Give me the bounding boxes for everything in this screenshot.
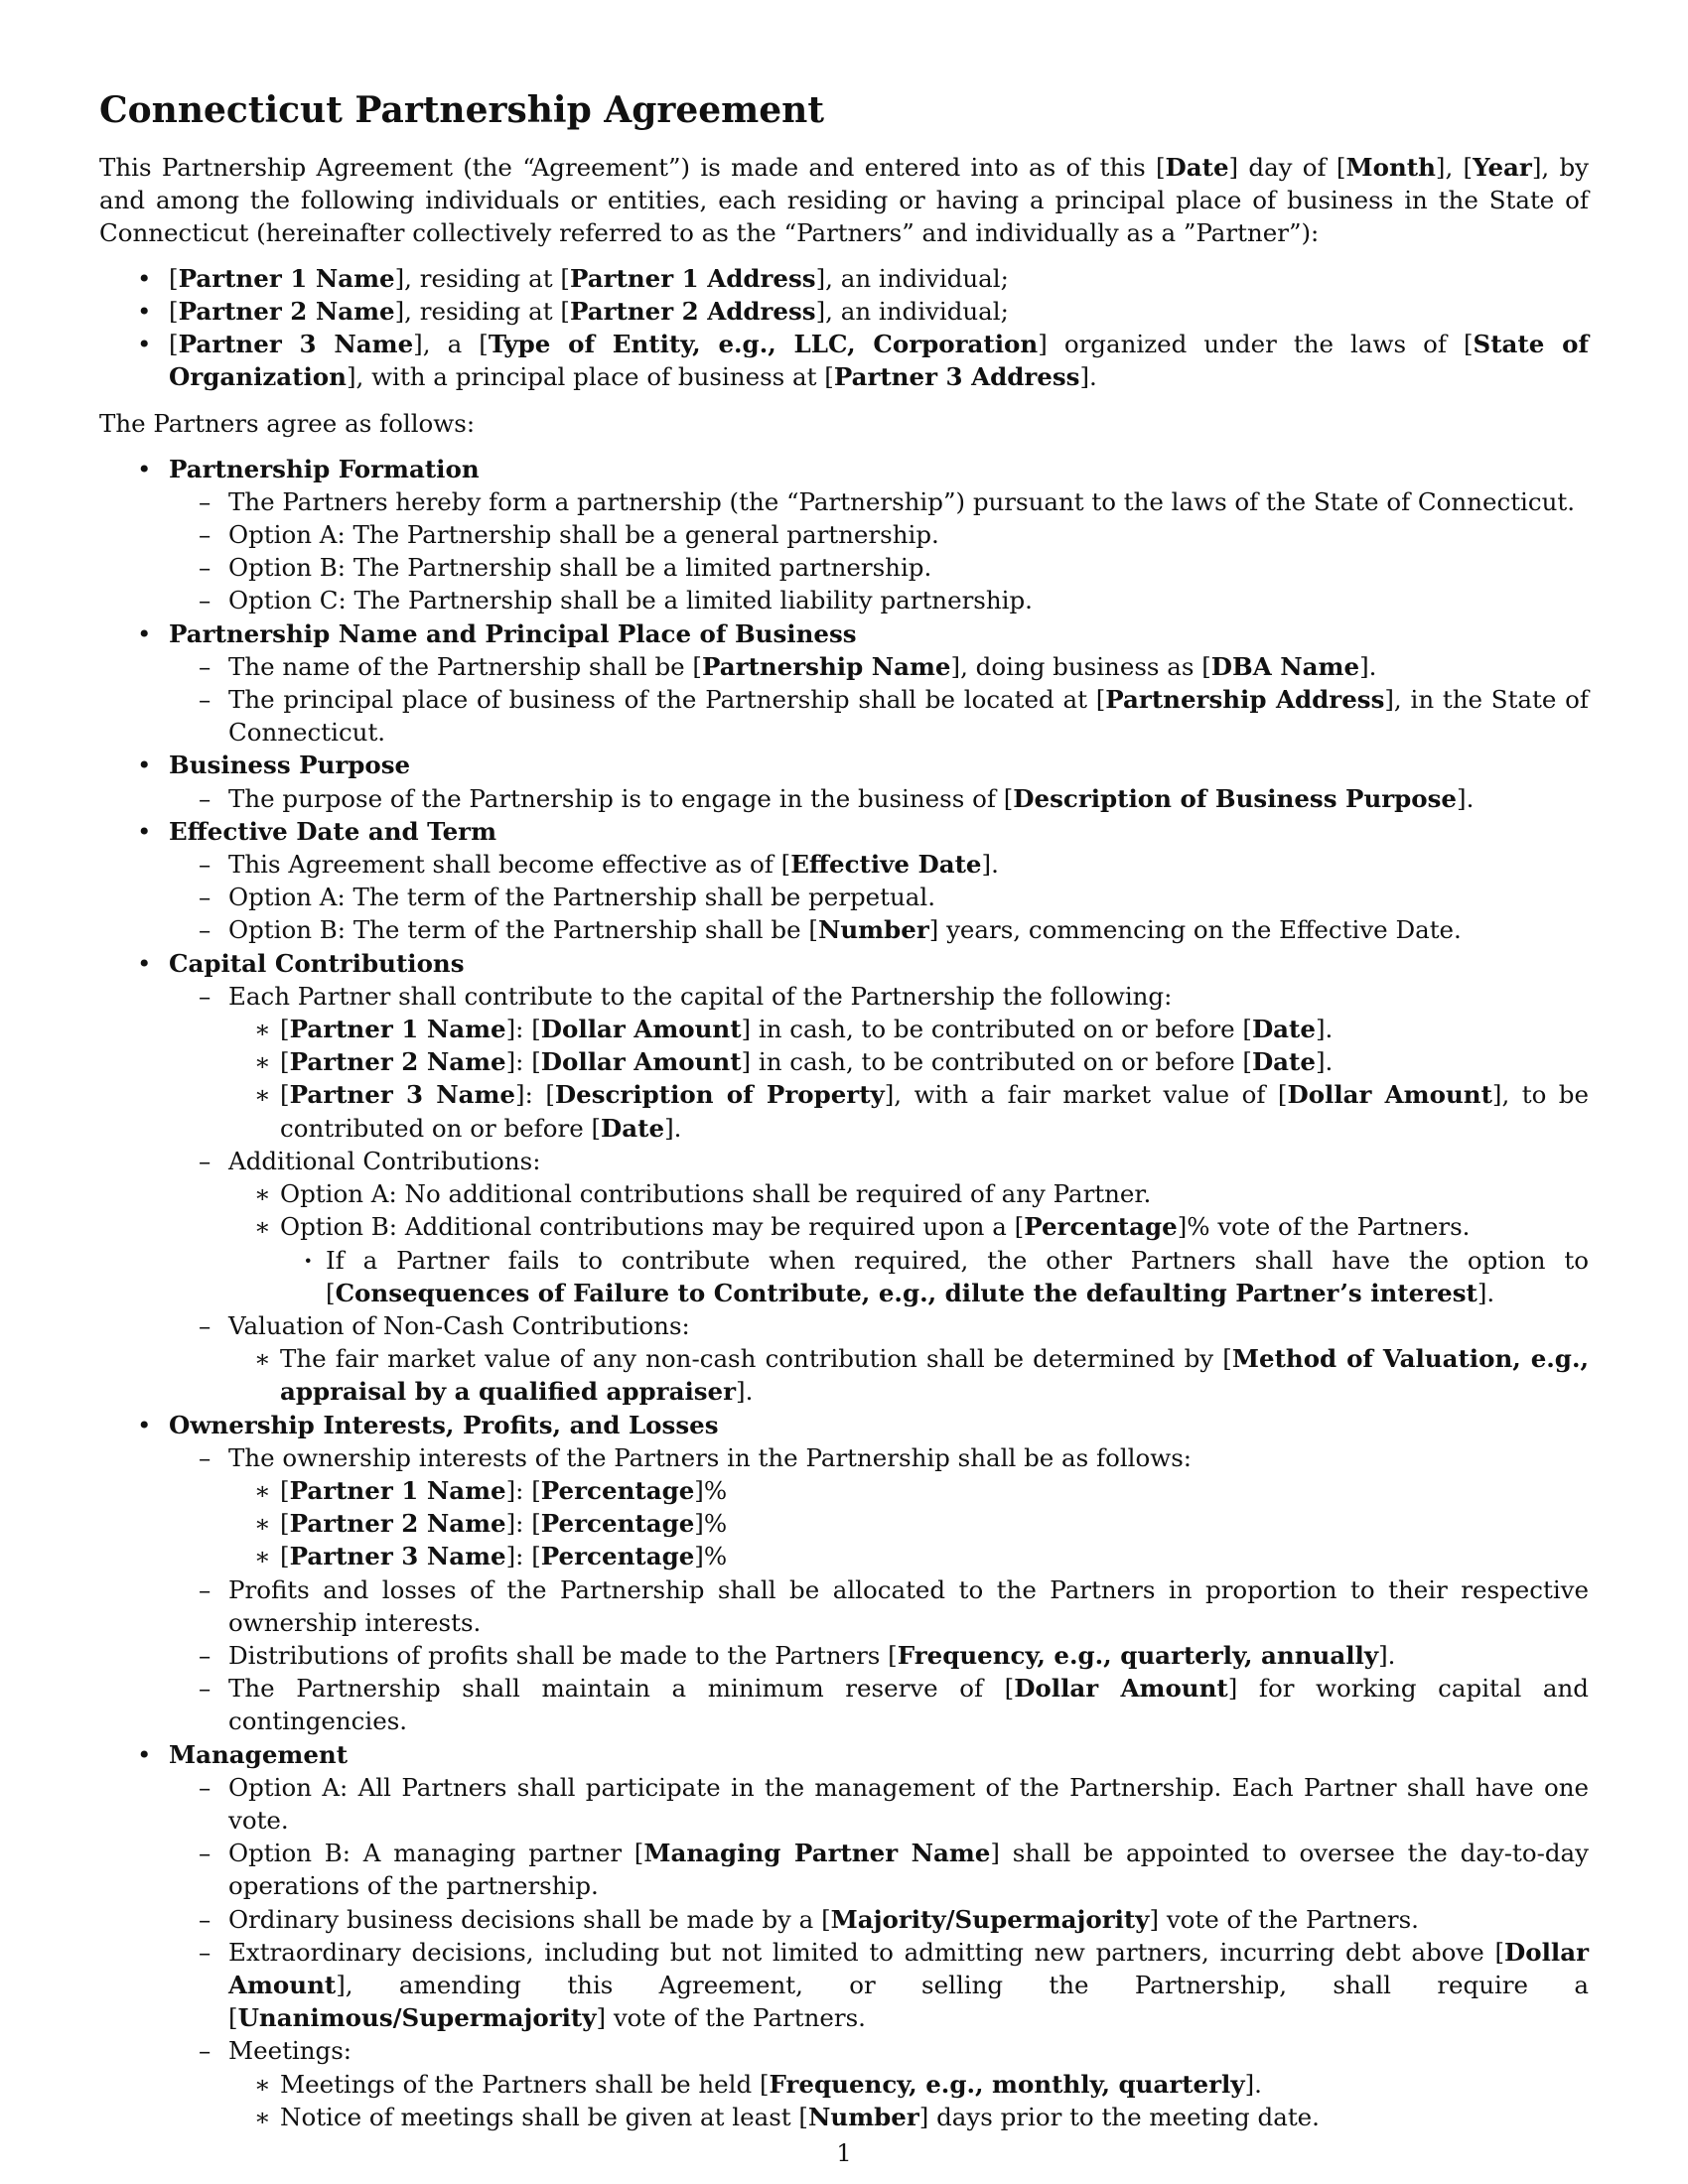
placeholder-field: Partner 3 Name bbox=[289, 1542, 506, 1571]
section-item bbox=[99, 749, 1589, 814]
placeholder-field: DBA Name bbox=[1210, 651, 1360, 681]
section-item bbox=[99, 947, 1589, 1409]
clause-item bbox=[169, 848, 1589, 881]
text-run: ], a [ bbox=[413, 330, 489, 359]
text-run: ]. bbox=[981, 850, 999, 880]
sublist-level-3 bbox=[228, 1342, 1589, 1408]
sublist-level-2 bbox=[169, 1441, 1589, 1738]
text-run: ]% bbox=[694, 1509, 728, 1539]
clause-item bbox=[169, 1145, 1589, 1309]
placeholder-field: Partner 2 Name bbox=[289, 1509, 506, 1539]
clause-item bbox=[169, 1639, 1589, 1672]
page-number: 1 bbox=[836, 2139, 852, 2167]
placeholder-field: Dollar Amount bbox=[1287, 1080, 1492, 1110]
text-run: [ bbox=[280, 1475, 290, 1505]
placeholder-field: Percentage bbox=[540, 1542, 695, 1571]
sublist-level-3 bbox=[228, 1013, 1589, 1145]
clause-item bbox=[169, 518, 1589, 551]
placeholder-field: Partner 3 Address bbox=[833, 362, 1080, 392]
text-run: The Partners hereby form a partnership (the “Partnership”) pursuant to the laws of the State of Connecticut. bbox=[228, 486, 1576, 516]
clause-item bbox=[169, 782, 1589, 815]
text-run: ] vote of the Partners. bbox=[596, 2003, 866, 2033]
placeholder-field: Managing Partner Name bbox=[643, 1839, 991, 1868]
placeholder-field: Partner 2 Address bbox=[569, 296, 816, 326]
text-run: ]: [ bbox=[515, 1080, 555, 1110]
sublist-level-4 bbox=[280, 1244, 1589, 1309]
text-run: [ bbox=[280, 1015, 290, 1044]
party-item bbox=[99, 295, 1589, 328]
placeholder-field: Partner 1 Name bbox=[178, 263, 395, 293]
placeholder-field: Date bbox=[1251, 1015, 1316, 1044]
text-run: ], amending this Agreement, or selling the Partnership, shall require a [ bbox=[228, 1970, 1589, 2033]
text-run: The Partnership shall maintain a minimum reserve of [ bbox=[228, 1674, 1015, 1704]
sublist-level-2 bbox=[169, 782, 1589, 815]
placeholder-field: Partner 2 Name bbox=[289, 1047, 506, 1077]
clause-item bbox=[169, 683, 1589, 749]
text-run: ], an individual; bbox=[815, 296, 1009, 326]
text-run: ] for working capital and contingencies. bbox=[228, 1674, 1589, 1736]
text-run: ]. bbox=[736, 1377, 754, 1407]
placeholder-field: Description of Business Purpose bbox=[1013, 783, 1458, 813]
text-run: ], by and among the following individuals or entities, each residing or having a principal place of business in the State of Connecticut (hereinafter collectively referred to as the “Partners” and individually as a ”Partner”): bbox=[99, 153, 1589, 248]
text-run: [ bbox=[280, 1542, 290, 1571]
intro-paragraph bbox=[99, 151, 1589, 250]
text-run: ] days prior to the meeting date. bbox=[918, 2102, 1320, 2131]
text-run: Extraordinary decisions, including but not limited to admitting new partners, incurring debt above [ bbox=[228, 1937, 1505, 1967]
text-run: ]: [ bbox=[505, 1475, 541, 1505]
text-run: Option A: All Partners shall participate in the management of the Partnership. Each Partner shall have one vote. bbox=[228, 1772, 1589, 1835]
text-run: The fair market value of any non-cash contribution shall be determined by [ bbox=[280, 1344, 1232, 1374]
section-title: Effective Date and Term bbox=[169, 816, 497, 846]
section-title: Management bbox=[169, 1739, 349, 1769]
text-run: [ bbox=[169, 296, 179, 326]
text-run: ]% bbox=[694, 1475, 728, 1505]
text-run: ]: [ bbox=[505, 1015, 541, 1044]
placeholder-field: Effective Date bbox=[790, 850, 982, 880]
text-run: Option B: Additional contributions may be required upon a [ bbox=[280, 1212, 1025, 1242]
clause-item bbox=[169, 1936, 1589, 2035]
placeholder-field: Dollar Amount bbox=[228, 1937, 1589, 1999]
party-item bbox=[99, 328, 1589, 393]
text-run: ], with a principal place of business at [ bbox=[346, 362, 834, 392]
sublist-level-3 bbox=[228, 1177, 1589, 1309]
document-page bbox=[99, 87, 1589, 2133]
placeholder-field: Percentage bbox=[540, 1475, 695, 1505]
placeholder-field: Partner 1 Name bbox=[289, 1475, 506, 1505]
text-run: ] in cash, to be contributed on or before [ bbox=[741, 1047, 1252, 1077]
placeholder-field: Dollar Amount bbox=[1014, 1674, 1228, 1704]
text-run: Profits and losses of the Partnership shall be allocated to the Partners in proportion to their respective ownership interests. bbox=[228, 1574, 1589, 1637]
placeholder-field: Percentage bbox=[1024, 1212, 1178, 1242]
text-run: [ bbox=[280, 1509, 290, 1539]
text-run: ], with a fair market value of [ bbox=[884, 1080, 1288, 1110]
placeholder-field: Number bbox=[817, 915, 929, 945]
text-run: ], an individual; bbox=[815, 263, 1009, 293]
text-run: Option B: The term of the Partnership shall be [ bbox=[228, 915, 818, 945]
text-run: The principal place of business of the Partnership shall be located at [ bbox=[228, 685, 1106, 715]
text-run: ], residing at [ bbox=[394, 263, 570, 293]
clause-item bbox=[169, 584, 1589, 616]
clause-item bbox=[228, 2101, 1589, 2133]
text-run: ]. bbox=[1457, 783, 1475, 813]
clause-item bbox=[280, 1244, 1589, 1309]
text-run: Distributions of profits shall be made to the Partners [ bbox=[228, 1640, 898, 1670]
text-run: ]% bbox=[694, 1542, 728, 1571]
clause-item bbox=[228, 1342, 1589, 1408]
placeholder-field: Method of Valuation, e.g., appraisal by a qualified appraiser bbox=[280, 1344, 1589, 1407]
text-run: Valuation of Non-Cash Contributions: bbox=[228, 1310, 690, 1340]
clause-item bbox=[169, 881, 1589, 913]
text-run: This Partnership Agreement (the “Agreement”) is made and entered into as of this [ bbox=[99, 153, 1166, 182]
sublist-level-2 bbox=[169, 980, 1589, 1409]
placeholder-field: Dollar Amount bbox=[540, 1015, 742, 1044]
sublist-level-3 bbox=[228, 2068, 1589, 2133]
section-title: Business Purpose bbox=[169, 751, 411, 780]
text-run: ] organized under the laws of [ bbox=[1038, 330, 1474, 359]
text-run: Additional Contributions: bbox=[228, 1146, 541, 1175]
clause-item bbox=[228, 1540, 1589, 1572]
placeholder-field: Dollar Amount bbox=[540, 1047, 742, 1077]
text-run: ], [ bbox=[1435, 153, 1474, 182]
placeholder-field: Frequency, e.g., monthly, quarterly bbox=[769, 2069, 1245, 2099]
clause-item bbox=[169, 1441, 1589, 1573]
text-run: [ bbox=[280, 1080, 290, 1110]
text-run: Option B: A managing partner [ bbox=[228, 1839, 644, 1868]
section-title: Partnership Formation bbox=[169, 454, 480, 483]
placeholder-field: Partnership Name bbox=[701, 651, 951, 681]
text-run: ]% vote of the Partners. bbox=[1177, 1212, 1471, 1242]
placeholder-field: Partner 1 Name bbox=[289, 1015, 506, 1044]
text-run: [ bbox=[169, 330, 179, 359]
sections-list bbox=[99, 453, 1589, 2133]
clause-item bbox=[169, 980, 1589, 1145]
clause-item bbox=[228, 1078, 1589, 1144]
text-run: Notice of meetings shall be given at least [ bbox=[280, 2102, 808, 2131]
section-item bbox=[99, 1409, 1589, 1738]
placeholder-field: Partnership Address bbox=[1105, 685, 1385, 715]
party-item bbox=[99, 262, 1589, 295]
text-run: ], to be contributed on or before [ bbox=[280, 1080, 1589, 1143]
clause-item bbox=[228, 1045, 1589, 1078]
sublist-level-2 bbox=[169, 650, 1589, 750]
clause-item bbox=[169, 1309, 1589, 1409]
text-run: ]. bbox=[1315, 1047, 1334, 1077]
placeholder-field: Type of Entity, e.g., LLC, Corporation bbox=[488, 330, 1039, 359]
placeholder-field: Percentage bbox=[540, 1509, 695, 1539]
text-run: Option A: The term of the Partnership shall be perpetual. bbox=[228, 883, 936, 912]
text-run: ] vote of the Partners. bbox=[1149, 1904, 1419, 1934]
placeholder-field: Date bbox=[1251, 1047, 1316, 1077]
clause-item bbox=[169, 1837, 1589, 1902]
text-run: ]: [ bbox=[505, 1542, 541, 1571]
text-run: ]. bbox=[1244, 2069, 1262, 2099]
clause-item bbox=[228, 1474, 1589, 1507]
placeholder-field: Majority/Supermajority bbox=[830, 1904, 1150, 1934]
text-run: [ bbox=[280, 1047, 290, 1077]
clause-item bbox=[228, 1210, 1589, 1309]
clause-item bbox=[169, 913, 1589, 946]
text-run: If a Partner fails to contribute when required, the other Partners shall have the option to [ bbox=[326, 1245, 1589, 1307]
text-run: ]: [ bbox=[505, 1509, 541, 1539]
text-run: ], doing business as [ bbox=[950, 651, 1211, 681]
text-run: ] day of [ bbox=[1228, 153, 1346, 182]
text-run: The ownership interests of the Partners in the Partnership shall be as follows: bbox=[228, 1442, 1193, 1472]
text-run: ] in cash, to be contributed on or before [ bbox=[741, 1015, 1252, 1044]
clause-item bbox=[169, 650, 1589, 683]
section-title: Partnership Name and Principal Place of Business bbox=[169, 618, 857, 648]
text-run: ] shall be appointed to oversee the day-to-day operations of the partnership. bbox=[228, 1839, 1589, 1901]
placeholder-field: Consequences of Failure to Contribute, e.g., dilute the defaulting Partner’s interest bbox=[335, 1278, 1477, 1307]
text-run: Ordinary business decisions shall be made by a [ bbox=[228, 1904, 831, 1934]
placeholder-field: Partner 1 Address bbox=[569, 263, 816, 293]
placeholder-field: Partner 3 Name bbox=[178, 330, 414, 359]
sublist-level-2 bbox=[169, 848, 1589, 947]
placeholder-field: Date bbox=[601, 1113, 665, 1143]
text-run: Option C: The Partnership shall be a limited liability partnership. bbox=[228, 586, 1033, 615]
text-run: ], residing at [ bbox=[394, 296, 570, 326]
clause-item bbox=[228, 2068, 1589, 2101]
text-run: Each Partner shall contribute to the capital of the Partnership the following: bbox=[228, 981, 1173, 1011]
clause-item bbox=[169, 2034, 1589, 2133]
placeholder-field: Year bbox=[1473, 153, 1532, 182]
clause-item bbox=[169, 551, 1589, 584]
sublist-level-2 bbox=[169, 485, 1589, 617]
text-run: ], in the State of Connecticut. bbox=[228, 685, 1589, 748]
text-run: Meetings: bbox=[228, 2036, 352, 2066]
placeholder-field: State of Organization bbox=[169, 330, 1590, 392]
agree-statement: The Partners agree as follows: bbox=[99, 409, 476, 439]
section-item bbox=[99, 815, 1589, 947]
sublist-level-2 bbox=[169, 1771, 1589, 2133]
section-title: Ownership Interests, Profits, and Losses bbox=[169, 1410, 719, 1439]
clause-item bbox=[169, 1672, 1589, 1737]
clause-item bbox=[169, 1771, 1589, 1837]
section-item bbox=[99, 617, 1589, 750]
placeholder-field: Month bbox=[1345, 153, 1436, 182]
text-run: The purpose of the Partnership is to engage in the business of [ bbox=[228, 783, 1014, 813]
text-run: ]. bbox=[1378, 1640, 1396, 1670]
clause-item bbox=[228, 1013, 1589, 1045]
text-run: Option A: No additional contributions shall be required of any Partner. bbox=[280, 1179, 1152, 1209]
placeholder-field: Date bbox=[1165, 153, 1229, 182]
section-title: Capital Contributions bbox=[169, 948, 465, 978]
text-run: Option B: The Partnership shall be a limited partnership. bbox=[228, 553, 932, 583]
text-run: ]. bbox=[664, 1113, 682, 1143]
text-run: Option A: The Partnership shall be a general partnership. bbox=[228, 520, 939, 550]
placeholder-field: Description of Property bbox=[554, 1080, 885, 1110]
sublist-level-3 bbox=[228, 1474, 1589, 1573]
clause-item bbox=[169, 1573, 1589, 1639]
text-run: ] years, commencing on the Effective Date. bbox=[928, 915, 1462, 945]
parties-list bbox=[99, 262, 1589, 394]
section-item bbox=[99, 453, 1589, 617]
placeholder-field: Frequency, e.g., quarterly, annually bbox=[897, 1640, 1379, 1670]
clause-item bbox=[228, 1177, 1589, 1210]
placeholder-field: Partner 2 Name bbox=[178, 296, 395, 326]
placeholder-field: Partner 3 Name bbox=[289, 1080, 516, 1110]
clause-item bbox=[169, 1903, 1589, 1936]
text-run: ]: [ bbox=[505, 1047, 541, 1077]
text-run: ]. bbox=[1079, 362, 1097, 392]
placeholder-field: Unanimous/Supermajority bbox=[237, 2003, 597, 2033]
placeholder-field: Number bbox=[807, 2102, 919, 2131]
section-item bbox=[99, 1738, 1589, 2133]
clause-item bbox=[169, 485, 1589, 518]
clause-item bbox=[228, 1507, 1589, 1540]
text-run: ]. bbox=[1477, 1278, 1495, 1307]
text-run: This Agreement shall become effective as of [ bbox=[228, 850, 791, 880]
text-run: Meetings of the Partners shall be held [ bbox=[280, 2069, 770, 2099]
text-run: [ bbox=[169, 263, 179, 293]
document-title: Connecticut Partnership Agreement bbox=[99, 89, 824, 131]
text-run: The name of the Partnership shall be [ bbox=[228, 651, 702, 681]
text-run: ]. bbox=[1315, 1015, 1334, 1044]
text-run: ]. bbox=[1359, 651, 1377, 681]
